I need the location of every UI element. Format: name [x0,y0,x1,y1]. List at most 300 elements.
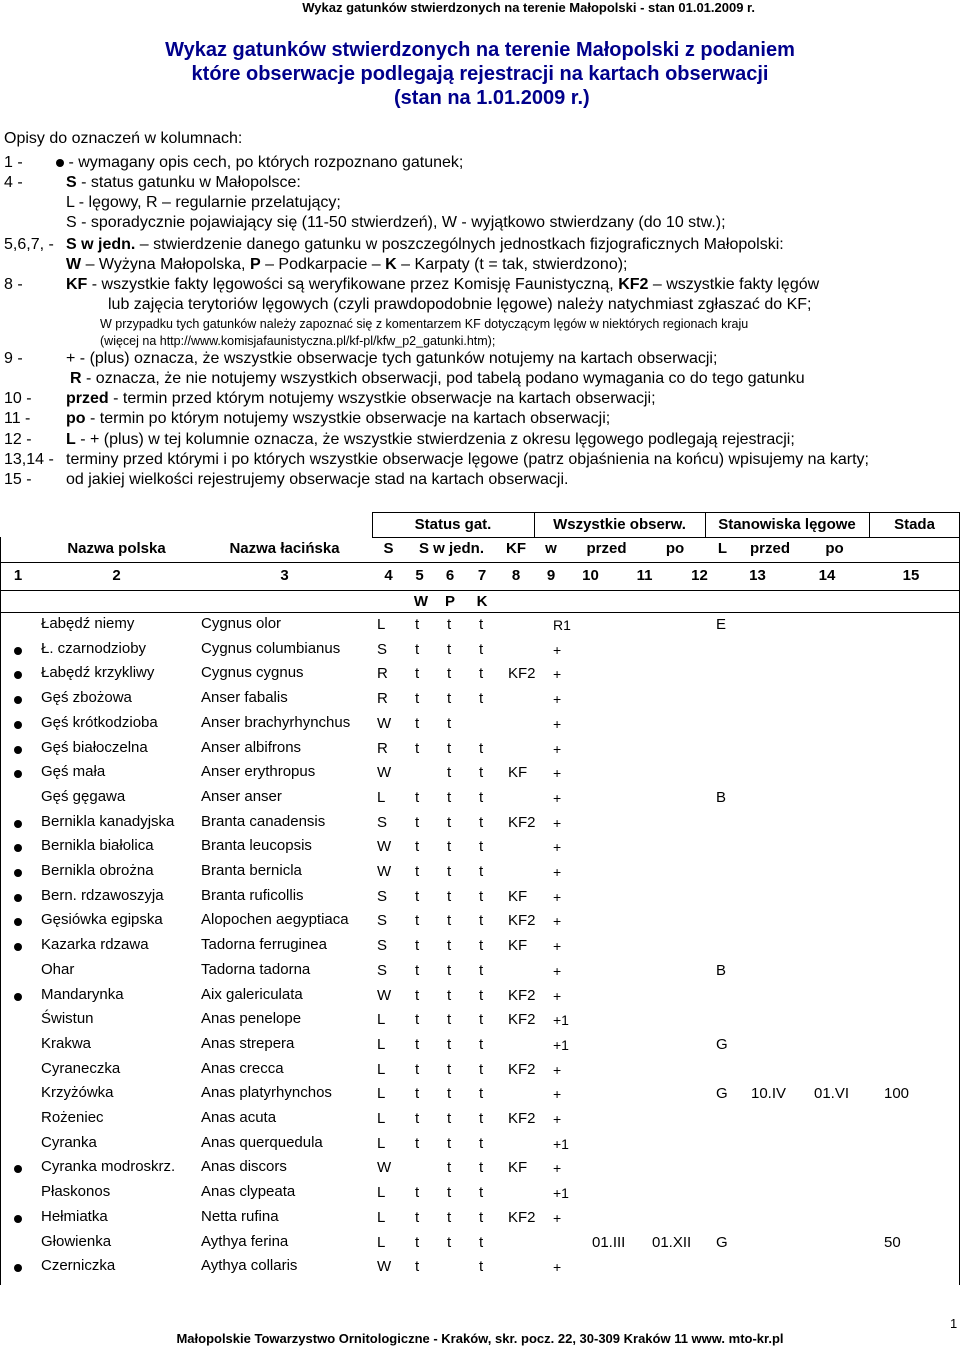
region-w-cell: t [415,788,420,806]
region-w-cell: t [415,1258,420,1276]
all-obs-cell: +1 [553,1012,569,1029]
required-description-icon [14,844,22,852]
all-obs-cell: + [553,1259,562,1276]
region-p-cell: t [447,961,452,979]
species-latin-name: Anser anser [201,787,282,805]
column-number: 14 [818,567,836,584]
column-header: przed [586,540,627,557]
species-latin-name: Anas querquedula [201,1133,323,1151]
legend-num: 8 - [4,276,23,293]
species-polish-name: Rożeniec [41,1109,104,1126]
legend-item-8c: W przypadku tych gatunków należy zapoznać się z komentarzem KF dotyczącym lęgów w niektórych regionach kraju [100,317,749,331]
species-latin-name: Anas acuta [201,1109,277,1126]
region-w-cell: t [415,961,420,979]
region-w-cell: t [415,714,420,732]
title-line-1: Wykaz gatunków stwierdzonych na terenie Małopolski z podaniem [165,39,795,61]
all-obs-cell: + [553,1111,562,1127]
species-polish-name: Cyraneczka [41,1059,121,1077]
species-latin-name: Cygnus olor [201,615,282,632]
kf-cell: KF2 [508,1208,536,1226]
rule [0,612,960,613]
region-p-cell: t [447,838,452,856]
column-header: S w jedn. [418,540,484,557]
region-p-cell: t [447,813,452,831]
region-k-cell: t [479,1184,484,1202]
species-latin-name: Branta bernicla [201,862,302,879]
legend-item-8b: lub zajęcia terytoriów lęgowych (czyli prawdopodobnie lęgowe) należy natychmiast zgłaszać do KF; [108,296,812,313]
page-number: 1 [950,1316,958,1331]
species-polish-name: Łabędź niemy [41,615,135,632]
legend-num: 1 - [4,154,23,171]
region-p-cell: t [447,714,452,732]
region-w-cell: t [415,1085,420,1103]
region-p-cell: t [447,640,452,658]
species-polish-name: Czerniczka [41,1257,116,1275]
species-latin-name: Anas crecca [201,1059,284,1077]
title-line-3: (stan na 1.01.2009 r.) [394,87,590,109]
region-w-cell: t [415,1011,420,1029]
region-k-cell: t [479,838,484,856]
status-cell: W [377,863,392,880]
species-latin-name: Branta canadensis [201,812,326,830]
region-p-cell: t [447,887,452,905]
column-header: przed [749,540,790,557]
region-k-cell: t [479,1110,484,1127]
column-header: L [717,540,728,557]
column-number: 15 [902,567,920,584]
legend-item-5b: W – Wyżyna Małopolska, P – Podkarpacie – K – Karpaty (t = tak, stwierdzono); [66,256,628,273]
species-polish-name: Bernikla białolica [41,837,154,855]
region-p-cell: t [447,863,452,880]
region-k-cell: t [479,1035,484,1053]
region-k-cell: t [479,640,484,658]
species-polish-name: Łabędź krzykliwy [41,664,155,682]
species-polish-name: Mandarynka [41,985,124,1003]
region-header: W [413,593,429,610]
species-latin-name: Tadorna ferruginea [201,936,327,954]
flock-cell: 100 [884,1085,910,1103]
kf-cell: KF [508,937,528,955]
kf-cell: KF2 [508,813,536,831]
all-obs-cell: + [553,888,562,905]
required-description-icon [14,721,22,729]
all-obs-cell: + [553,962,562,979]
region-k-cell: t [479,986,484,1004]
region-p-cell: t [447,912,452,930]
region-w-cell: t [415,1134,420,1152]
legend-num: 9 - [4,350,23,367]
rule [0,562,960,563]
region-k-cell: t [479,1085,484,1103]
species-polish-name: Hełmiatka [41,1207,108,1225]
all-obs-cell: + [553,1160,562,1177]
region-k-cell: t [479,863,484,880]
rule [372,537,960,538]
legend-num: 15 - [4,471,32,488]
legend-item-8: KF - wszystkie fakty lęgowości są weryfikowane przez Komisję Faunistyczną, KF2 – wszystkie fakty lęgów [66,276,820,293]
species-latin-name: Tadorna tadorna [201,960,311,978]
region-k-cell: t [479,764,484,782]
region-p-cell: t [447,1085,452,1103]
legend-num: 5,6,7, - [4,236,54,253]
all-obs-cell: +1 [553,1185,569,1202]
column-header: po [665,540,685,557]
status-cell: L [377,1085,386,1103]
flock-cell: 50 [884,1233,901,1251]
required-description-icon [14,993,22,1001]
species-latin-name: Aythya ferina [201,1232,289,1250]
breeding-cell: G [716,1085,728,1103]
column-header: Nazwa łacińska [229,540,340,557]
region-k-cell: t [479,616,484,633]
species-polish-name: Kazarka rdzawa [41,936,149,954]
region-w-cell: t [415,912,420,930]
status-cell: L [377,1134,386,1152]
species-latin-name: Cygnus columbianus [201,639,341,657]
status-cell: W [377,986,392,1004]
region-w-cell: t [415,690,420,708]
column-number: 7 [477,567,487,584]
species-latin-name: Anser albifrons [201,738,302,756]
region-p-cell: t [447,1233,452,1251]
status-cell: L [377,1110,386,1127]
all-obs-cell: + [553,1209,562,1226]
region-p-cell: t [447,1184,452,1202]
all-obs-cell: + [553,715,562,732]
species-polish-name: Ł. czarnodzioby [41,639,147,657]
region-p-cell: t [447,937,452,955]
region-p-cell: t [447,1011,452,1029]
species-polish-name: Głowienka [41,1232,112,1250]
region-p-cell: t [447,1208,452,1226]
column-number: 9 [546,567,556,584]
legend-item-9b: R - oznacza, że nie notujemy wszystkich obserwacji, pod tabelą podano wymagania co do tego gatunku [70,370,805,387]
status-cell: R [377,665,388,683]
status-cell: W [377,714,392,732]
column-header: Nazwa polska [67,540,166,557]
rule [705,512,706,537]
rule [372,512,960,513]
status-cell: W [377,1258,392,1276]
legend-text: - wymagany opis cech, po których rozpoznano gatunek; [68,154,464,171]
species-polish-name: Cyranka [41,1133,97,1151]
region-k-cell: t [479,690,484,708]
column-number: 2 [112,567,121,584]
breeding-cell: B [716,961,727,979]
required-description-icon [14,869,22,877]
region-p-cell: t [447,1060,452,1078]
status-cell: S [377,937,388,955]
legend-item-15: od jakiej wielkości rejestrujemy obserwacje stad na kartach obserwacji. [66,471,569,488]
status-cell: R [377,739,388,757]
region-w-cell: t [415,1060,420,1078]
kf-cell: KF [508,1159,528,1177]
legend-num: 10 - [4,390,32,407]
legend-item-11: po - termin po którym notujemy wszystkie obserwacje na kartach obserwacji; [66,410,611,427]
kf-cell: KF2 [508,986,536,1004]
region-w-cell: t [415,863,420,880]
legend-item-9: + - (plus) oznacza, że wszystkie obserwacje tych gatunków notujemy na kartach obserwacji; [66,350,718,367]
column-header: S [383,540,394,557]
legend-item-10: przed - termin przed którym notujemy wszystkie obserwacje na kartach obserwacji; [66,390,656,407]
status-cell: L [377,1184,386,1202]
species-latin-name: Anas strepera [201,1034,295,1052]
legend-num: 11 - [4,410,31,427]
legend-item-4: S - status gatunku w Małopolsce: [66,174,301,191]
required-description-icon [14,894,22,902]
region-w-cell: t [415,986,420,1004]
species-latin-name: Netta rufina [201,1207,279,1225]
title-line-2: które obserwacje podlegają rejestracji na kartach obserwacji [191,63,769,85]
required-description-icon [14,918,22,926]
region-k-cell: t [479,937,484,955]
status-cell: R [377,690,388,708]
all-obs-cell: +1 [553,1135,569,1152]
column-number: 13 [749,567,766,584]
species-latin-name: Cygnus cygnus [201,664,304,682]
all-obs-cell: + [553,913,562,930]
status-cell: L [377,616,386,633]
required-description-icon [14,820,22,828]
region-k-cell: t [479,1208,484,1226]
region-w-cell: t [415,1110,420,1127]
region-p-cell: t [447,1134,452,1152]
all-obs-cell: + [553,938,562,955]
status-cell: L [377,1035,386,1053]
species-latin-name: Aix galericulata [201,985,303,1003]
legend-item-13: terminy przed którymi i po których wszystkie obserwacje lęgowe (patrz objaśnienia na końcu) wpisujemy na karty; [66,451,869,468]
legend-num: 12 - [4,431,32,448]
before-cell: 01.III [592,1233,626,1251]
species-polish-name: Gęś mała [41,763,106,781]
required-description-icon [14,943,22,951]
all-obs-cell: + [553,765,562,782]
column-number: 12 [691,567,708,584]
rule [534,512,535,537]
species-latin-name: Anas platyrhynchos [201,1084,332,1102]
required-description-icon [14,770,22,778]
species-polish-name: Gęś zbożowa [41,689,132,707]
legend-item-12: L - + (plus) w tej kolumnie oznacza, że wszystkie stwierdzenia z okresu lęgowego podlegają rejestracji; [66,431,795,448]
column-number: 8 [511,567,521,584]
required-description-icon [14,671,22,679]
all-obs-cell: R1 [553,617,571,633]
status-cell: S [377,887,388,905]
region-p-cell: t [447,788,452,806]
species-polish-name: Gęś gęgawa [41,787,126,805]
all-obs-cell: + [553,987,562,1004]
all-obs-cell: + [553,789,562,806]
legend-num: 4 - [4,174,23,191]
column-number: 3 [280,567,289,584]
all-obs-cell: +1 [553,1036,569,1053]
region-p-cell: t [447,1035,452,1053]
breeding-cell: B [716,788,727,806]
species-polish-name: Świstun [41,1010,94,1028]
page-header: Wykaz gatunków stwierdzonych na terenie Małopolski - stan 01.01.2009 r. [302,0,755,15]
column-header: KF [506,540,526,557]
region-p-cell: t [447,1159,452,1177]
group-header: Stanowiska lęgowe [718,516,856,533]
species-polish-name: Bern. rdzawoszyja [41,886,164,904]
region-header: P [444,593,455,610]
all-obs-cell: + [553,691,562,708]
species-polish-name: Gęsiówka egipska [41,911,163,929]
page-footer: Małopolskie Towarzystwo Ornitologiczne - Kraków, skr. pocz. 22, 30-309 Kraków 11 www. mto-kr.pl [176,1331,784,1346]
species-latin-name: Branta leucopsis [201,837,312,855]
region-k-cell: t [479,1159,484,1177]
legend-item-5: S w jedn. – stwierdzenie danego gatunku w poszczególnych jednostkach fizjograficznych Małopolski: [66,236,784,253]
species-polish-name: Gęś białoczelna [41,738,148,756]
kf-cell: KF [508,764,528,782]
kf-cell: KF2 [508,912,536,930]
column-header: po [825,540,844,557]
region-w-cell: t [415,739,420,757]
region-k-cell: t [479,1233,484,1251]
all-obs-cell: + [553,814,562,831]
all-obs-cell: + [553,666,562,683]
legend-intro: Opisy do oznaczeń w kolumnach: [4,130,243,147]
region-k-cell: t [479,1011,484,1029]
status-cell: S [377,961,388,979]
region-p-cell: t [447,665,452,683]
column-number: 5 [415,567,424,584]
species-latin-name: Anas penelope [201,1010,302,1028]
species-latin-name: Anser fabalis [201,689,288,707]
region-w-cell: t [415,1184,420,1202]
region-p-cell: t [447,986,452,1004]
required-description-icon [14,1165,22,1173]
all-obs-cell: + [553,740,562,757]
region-p-cell: t [447,690,452,708]
rule [0,537,1,1285]
status-cell: W [377,764,392,782]
all-obs-cell: + [553,839,562,856]
region-header: K [476,593,488,610]
status-cell: S [377,813,388,831]
rule [372,512,373,537]
all-obs-cell: + [553,1086,562,1103]
species-polish-name: Cyranka modroskrz. [41,1158,176,1176]
region-w-cell: t [415,1035,420,1053]
region-w-cell: t [415,937,420,955]
region-k-cell: t [479,887,484,905]
column-number: 1 [13,567,23,584]
species-polish-name: Gęś krótkodzioba [41,713,158,731]
species-polish-name: Krzyżówka [41,1084,114,1102]
required-description-icon [14,746,22,754]
kf-cell: KF2 [508,1060,536,1078]
kf-cell: KF2 [508,665,536,683]
region-p-cell: t [447,616,452,633]
region-k-cell: t [479,813,484,831]
species-latin-name: Anas discors [201,1158,287,1176]
species-latin-name: Aythya collaris [201,1257,298,1275]
region-p-cell: t [447,739,452,757]
rule [869,512,870,537]
breeding-cell: G [716,1233,728,1251]
column-number: 10 [582,567,599,584]
species-latin-name: Anser brachyrhynchus [201,713,351,731]
region-k-cell: t [479,665,484,683]
species-polish-name: Ohar [41,960,75,978]
column-number: 4 [384,567,393,584]
region-k-cell: t [479,739,484,757]
status-cell: L [377,1011,386,1029]
kf-cell: KF2 [508,1110,536,1127]
required-description-icon [14,647,22,655]
region-w-cell: t [415,838,420,856]
status-cell: L [377,1060,386,1078]
legend-num: 13,14 - [4,451,54,468]
breeding-cell: G [716,1035,728,1053]
status-cell: L [377,788,386,806]
status-cell: L [377,1208,386,1226]
region-w-cell: t [415,887,420,905]
group-header: Status gat. [414,516,492,533]
breeding-before-cell: 10.IV [751,1085,787,1103]
region-k-cell: t [479,1060,484,1078]
status-cell: S [377,912,388,930]
kf-cell: KF [508,887,528,905]
rule [0,590,960,591]
region-k-cell: t [479,961,484,979]
group-header: Wszystkie obserw. [553,516,686,533]
required-description-icon [14,1215,22,1223]
species-latin-name: Alopochen aegyptiaca [201,911,349,929]
region-w-cell: t [415,1208,420,1226]
all-obs-cell: + [553,864,562,880]
all-obs-cell: + [553,641,562,658]
species-polish-name: Bernikla kanadyjska [41,812,175,830]
region-p-cell: t [447,764,452,782]
region-k-cell: t [479,1258,484,1276]
species-latin-name: Branta ruficollis [201,886,304,904]
region-w-cell: t [415,616,420,633]
column-number: 6 [445,567,455,584]
status-cell: W [377,838,392,856]
column-number: 11 [636,567,653,584]
region-w-cell: t [415,640,420,658]
kf-cell: KF2 [508,1011,536,1029]
status-cell: W [377,1159,392,1177]
region-p-cell: t [447,1110,452,1127]
status-cell: L [377,1233,386,1251]
after-cell: 01.XII [652,1233,692,1251]
region-w-cell: t [415,665,420,683]
column-header: w [545,540,557,557]
region-w-cell: t [415,1233,420,1251]
species-polish-name: Krakwa [41,1034,92,1052]
legend-item-8d: (więcej na http://www.komisjafaunistyczna.pl/kf-pl/kfw_p2_gatunki.htm); [100,334,496,348]
species-latin-name: Anas clypeata [201,1183,296,1201]
region-k-cell: t [479,788,484,806]
breeding-cell: E [716,616,727,633]
legend-item-4c: S - sporadycznie pojawiający się (11-50 stwierdzeń), W - wyjątkowo stwierdzany (do 10 stw.); [66,214,726,231]
region-k-cell: t [479,912,484,930]
region-w-cell: t [415,813,420,831]
all-obs-cell: + [553,1061,562,1078]
required-description-icon [14,696,22,704]
required-description-icon [14,1264,22,1272]
group-header: Stada [894,516,935,533]
breeding-after-cell: 01.VI [814,1085,850,1103]
legend-item-4b: L - lęgowy, R – regularnie przelatujący; [66,194,341,211]
species-latin-name: Anser erythropus [201,763,316,781]
status-cell: S [377,640,388,658]
species-polish-name: Płaskonos [41,1183,111,1201]
region-k-cell: t [479,1134,484,1152]
